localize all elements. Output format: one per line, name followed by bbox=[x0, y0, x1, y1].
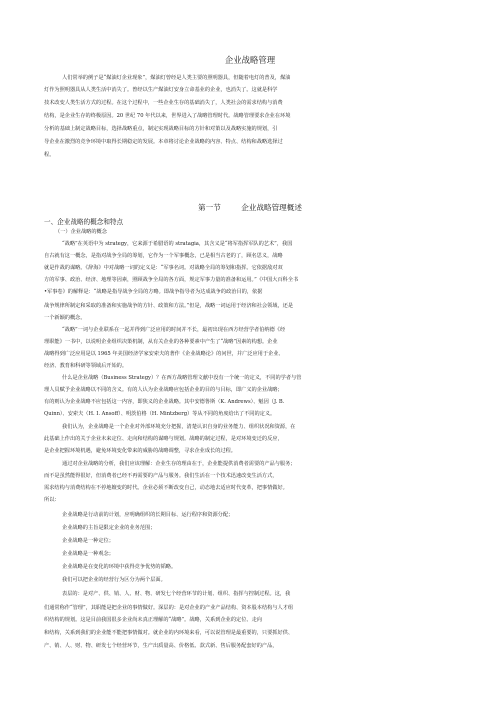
text-line: 灯作为照明器具从人类生活中消失了。曾经以生产煤油灯安身立命基业的企业，也消失了。这就是科学 bbox=[44, 87, 278, 93]
text-line: “战略”在英语中为 strategy，它来源于希腊语的 stratagia，其含义是“将军指挥军队的艺术”，我国 bbox=[62, 241, 293, 247]
text-line: 需求结构与消费结构在不停地嬗变的时代。企业必须不断改变自己，动态地去适应时代变革，把事情做好。 bbox=[44, 485, 288, 491]
text-line: 经济、教育和科研等领域后开始的。 bbox=[44, 363, 128, 369]
text-line: 分析的基础上制定战略目标，选择战略重点，制定实现战略目标的方针和对策以及战略实施的规划，引 bbox=[44, 126, 278, 132]
text-line: 一个新颖的概念。 bbox=[44, 315, 86, 321]
text-line: 战略得到广泛应用是以 1965 年美国经济学家安索夫的著作《企业战略论》的问世，并广泛应用于企业、 bbox=[44, 351, 284, 357]
list-item: 企业战略是一种观念； bbox=[62, 551, 114, 557]
text-line: “战略”一词与企业联系在一起并得到广泛应用的时间并不长，最初出现在西方经营学者伯纳德《经 bbox=[62, 327, 286, 333]
text-line: 自古就有这一概念，是指对战争全局的筹划，它作为一个军事概念，已是相当古老的了，顾名思义，战略 bbox=[44, 253, 283, 259]
list-item: 企业战略是行动前的计划，应明确组织的长期目标、运行程序和资源分配； bbox=[62, 512, 234, 518]
text-line: 们通常称作“管理”，其职能是把企业的事情做好。深层的：是对企业的产业产品结构、资本股本结构与人才组 bbox=[44, 605, 294, 611]
text-line: 理人员赋予企业战略以不同的含义。有的人认为企业战略应包括企业的目的与目标，即广义的企业战略； bbox=[44, 387, 283, 393]
text-line: 我们可以把企业的经营行为区分为两个层面。 bbox=[62, 577, 166, 583]
text-line: 通过对企业战略的分析，我们应该理解：企业生存的理由在于，企业能提供消费者需要的产品与服务； bbox=[62, 461, 296, 467]
text-line: 而不是虽然能得很好，但消费者已经不再需要的产品与服务。我们生活在一个技术迅速改变生活方式， bbox=[44, 473, 278, 479]
text-line: •军事卷》的解释是：“战略是指导战争全局的方略。即战争指导者为达成战争的政治目的，依据 bbox=[44, 289, 263, 295]
text-line: 此基础上作出的关于企业未来定位、走向和结构的谋略与规划。战略的制定过程，是对环境变迁的反应， bbox=[44, 436, 283, 442]
text-line: 程。 bbox=[44, 152, 55, 158]
subsection-heading: （一）企业战略的概念 bbox=[55, 229, 107, 235]
text-line: 是企业把握环境机遇，避免环境变化带来的威胁的战略调整，寻求企业成长的过程。 bbox=[44, 448, 236, 454]
text-line: 方的军事、政治、经济、地理等因素，照顾战争全局的各方面，规定军事力量的准备和运用。”《中国大百科全书 bbox=[44, 277, 299, 283]
text-line: 所以： bbox=[44, 497, 60, 503]
text-line: 表层的：是对产、供、销、人、财、物、研发七个经营环节的计划、组织、指挥与控制过程。这，我 bbox=[62, 591, 291, 597]
text-line: 人们常举的例子是“煤油灯企业现象”，煤油灯曾经是人类主要的照明器具，但随着电灯的普及，煤油 bbox=[62, 75, 291, 81]
text-line: 就是作战的谋略。《辞海》中对战略一词的定义是：“军事名词。对战略全局的筹划和指挥。它依据敌对双 bbox=[44, 265, 283, 271]
text-line: 我们认为，企业战略是一个企业对外部环境充分把握，清楚认识自身的业务能力、组织状况和资源，在 bbox=[62, 424, 296, 430]
text-line: Quinn）、安索夫（H. I. Ansoff）、明茨伯格（H. Mintzberg）等从不同的角度给出了不同的定义。 bbox=[44, 411, 276, 417]
text-line: 结构，是企业生存的终极原因。20 世纪 70 年代以来，世界进入了战略管理时代。战略管理要求企业在环境 bbox=[44, 113, 291, 119]
text-line: 技术改变人类生活方式的过程。在这个过程中，一些企业生存的基础消失了，人类社会的需求结构与消费 bbox=[44, 100, 283, 106]
section-heading: 一、企业战略的概念和特点 bbox=[44, 218, 124, 226]
text-line: 织结构的规划。这是目前我国很多企业尚未真正理解的“战略”。战略，关系到企业的定位、走向 bbox=[44, 617, 262, 623]
chapter-heading: 第一节 企业战略管理概述 bbox=[198, 203, 302, 212]
document-title: 企业战略管理 bbox=[224, 55, 276, 65]
text-line: 什么是企业战略（Business Strategy）？在西方战略管理文献中没有一个统一的定义，不同的学者与管 bbox=[62, 375, 302, 381]
text-line: 产、销、人、财、物、研发七个经营环节，生产出质量高、价格低、款式新、售后服务配套好的产品， bbox=[44, 643, 278, 649]
text-line: 导企业在激烈的竞争环境中取得长期稳定的发展。本章将讨论企业战略的内容、特点、结构和战略选择过 bbox=[44, 139, 283, 145]
list-item: 企业战略是一种定位； bbox=[62, 538, 114, 544]
list-item: 企业战略是在变化的环境中获得竞争优势的韬略。 bbox=[62, 564, 177, 570]
text-line: 战争规律所制定和采取的准备和实施战争的方针、政策和方法。”但是，战略一词运用于经济和社会领域，还是 bbox=[44, 303, 294, 309]
list-item: 企业战略的主旨是限定企业的业务范围； bbox=[62, 525, 156, 531]
text-line: 有的则认为企业战略不应包括这一内容，即狭义的企业战略。其中安德鲁斯（K. Andrews）、魁因（J. B. bbox=[44, 399, 285, 405]
text-line: 和结构，关系到我们的企业能不能把事情做对。就企业的内环境来看，可以说管理是最重要的，只要抓好供、 bbox=[44, 630, 294, 636]
text-line: 理职能》一书中，以说明企业组织决策机制，从有关企业的各种要素中产生了“战略”因素的构想。企业 bbox=[44, 339, 278, 345]
